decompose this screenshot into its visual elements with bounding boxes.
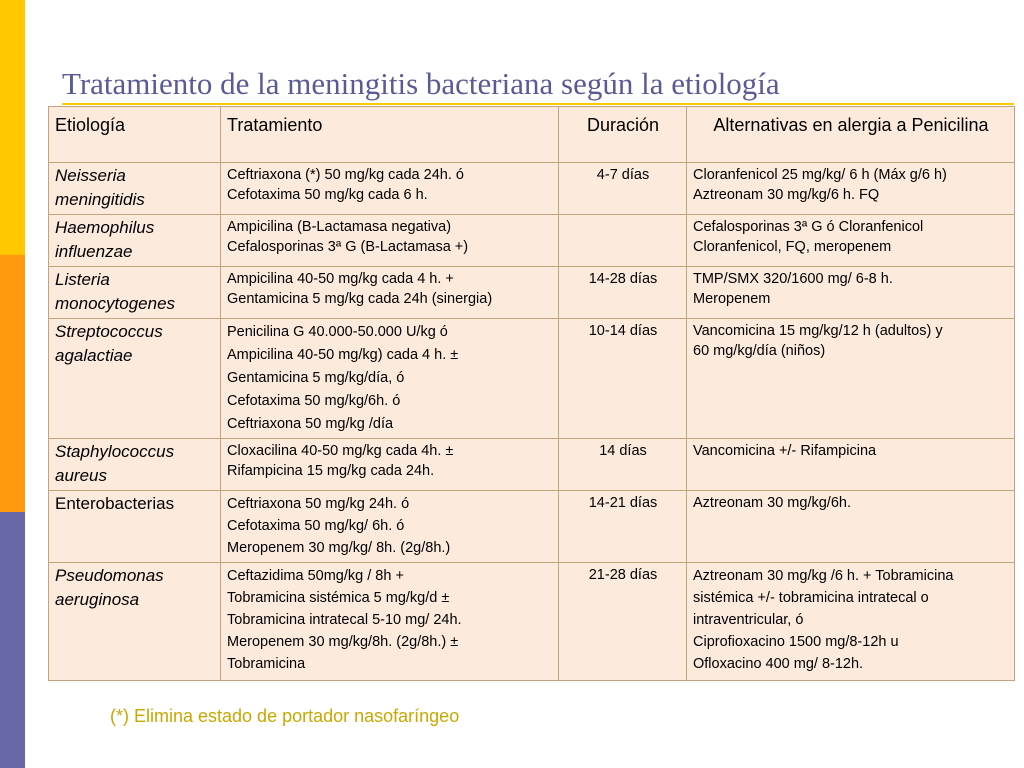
tratamiento-line: Cefotaxima 50 mg/kg cada 6 h. xyxy=(227,187,428,203)
alternativa-line: TMP/SMX 320/1600 mg/ 6-8 h. xyxy=(693,271,893,287)
table-header-row xyxy=(49,107,1015,163)
cell-alternativas xyxy=(687,439,1015,491)
etiologia-line: aeruginosa xyxy=(55,590,140,609)
tratamiento-line: Penicilina G 40.000-50.000 U/kg ó xyxy=(227,324,448,340)
tratamiento-line: Ceftriaxona 50 mg/kg /día xyxy=(227,416,394,432)
header-alternativas: Alternativas en alergia a Penicilina xyxy=(687,107,1015,163)
tratamiento-line: Ceftazidima 50mg/kg / 8h + xyxy=(227,568,404,584)
table-row xyxy=(49,563,1015,681)
etiologia-line: Streptococcus xyxy=(55,322,163,341)
etiologia-line: Listeria xyxy=(55,270,110,289)
cell-tratamiento xyxy=(221,491,559,563)
cell-etiologia xyxy=(49,215,221,267)
cell-alternativas xyxy=(687,215,1015,267)
alternativa-line: Cefalosporinas 3ª G ó Cloranfenicol xyxy=(693,219,924,235)
cell-duracion xyxy=(559,215,687,267)
treatment-table xyxy=(48,106,1015,681)
cell-etiologia xyxy=(49,439,221,491)
slide-title: Tratamiento de la meningitis bacteriana según la etiología xyxy=(62,66,780,101)
cell-alternativas xyxy=(687,267,1015,319)
cell-tratamiento xyxy=(221,563,559,681)
tratamiento-line: Gentamicina 5 mg/kg/día, ó xyxy=(227,370,405,386)
tratamiento-line: Ampicilina 40-50 mg/kg cada 4 h. + xyxy=(227,271,454,287)
cell-duracion: 14 días xyxy=(559,439,687,491)
tratamiento-line: Tobramicina xyxy=(227,656,306,672)
cell-duracion: 10-14 días xyxy=(559,319,687,439)
table-row xyxy=(49,491,1015,563)
etiologia-line: meningitidis xyxy=(55,190,145,209)
alternativa-line: Cloranfenicol 25 mg/kg/ 6 h (Máx g/6 h) xyxy=(693,167,947,183)
tratamiento-line: Rifampicina 15 mg/kg cada 24h. xyxy=(227,463,435,479)
cell-tratamiento xyxy=(221,319,559,439)
etiologia-line: Pseudomonas xyxy=(55,566,164,585)
decorative-stripe-purple xyxy=(0,512,25,768)
tratamiento-line: Ampicilina 40-50 mg/kg) cada 4 h. ± xyxy=(227,347,459,363)
etiologia-line: monocytogenes xyxy=(55,294,176,313)
decorative-stripe-yellow xyxy=(0,0,25,255)
cell-etiologia xyxy=(49,563,221,681)
etiologia-line: influenzae xyxy=(55,242,133,261)
decorative-stripe-orange xyxy=(0,255,25,512)
alternativa-line: Vancomicina +/- Rifampicina xyxy=(693,443,877,459)
cell-tratamiento xyxy=(221,163,559,215)
tratamiento-line: Cefotaxima 50 mg/kg/ 6h. ó xyxy=(227,518,405,534)
cell-etiologia xyxy=(49,267,221,319)
alternativa-line: Meropenem xyxy=(693,291,771,307)
tratamiento-line: Tobramicina sistémica 5 mg/kg/d ± xyxy=(227,590,450,606)
cell-etiologia xyxy=(49,491,221,563)
alternativa-line: Aztreonam 30 mg/kg /6 h. + Tobramicina xyxy=(693,568,954,584)
table-row xyxy=(49,163,1015,215)
alternativa-line: Ciprofioxacino 1500 mg/8-12h u xyxy=(693,634,899,650)
tratamiento-line: Ampicilina (B-Lactamasa negativa) xyxy=(227,219,452,235)
alternativa-line: Ofloxacino 400 mg/ 8-12h. xyxy=(693,656,864,672)
tratamiento-line: Ceftriaxona (*) 50 mg/kg cada 24h. ó xyxy=(227,167,464,183)
etiologia-line: Enterobacterias xyxy=(55,494,175,513)
header-duracion: Duración xyxy=(559,107,687,163)
footnote: (*) Elimina estado de portador nasofaríngeo xyxy=(110,706,460,726)
cell-etiologia xyxy=(49,163,221,215)
tratamiento-line: Meropenem 30 mg/kg/ 8h. (2g/8h.) xyxy=(227,540,451,556)
alternativa-line: Aztreonam 30 mg/kg/6h. xyxy=(693,495,851,511)
tratamiento-line: Cefotaxima 50 mg/kg/6h. ó xyxy=(227,393,401,409)
cell-duracion: 21-28 días xyxy=(559,563,687,681)
cell-alternativas xyxy=(687,163,1015,215)
cell-tratamiento xyxy=(221,215,559,267)
alternativa-line: sistémica +/- tobramicina intratecal o xyxy=(693,590,929,606)
alternativa-line: Aztreonam 30 mg/kg/6 h. FQ xyxy=(693,187,880,203)
cell-tratamiento xyxy=(221,267,559,319)
table-row xyxy=(49,319,1015,439)
cell-alternativas xyxy=(687,491,1015,563)
cell-duracion: 14-28 días xyxy=(559,267,687,319)
title-underline xyxy=(62,103,1014,105)
header-tratamiento: Tratamiento xyxy=(221,107,559,163)
table-row xyxy=(49,215,1015,267)
table-row xyxy=(49,267,1015,319)
cell-alternativas xyxy=(687,319,1015,439)
alternativa-line: Vancomicina 15 mg/kg/12 h (adultos) y xyxy=(693,323,943,339)
cell-duracion: 14-21 días xyxy=(559,491,687,563)
etiologia-line: Haemophilus xyxy=(55,218,155,237)
cell-etiologia xyxy=(49,319,221,439)
tratamiento-line: Cefalosporinas 3ª G (B-Lactamasa +) xyxy=(227,239,469,255)
alternativa-line: 60 mg/kg/día (niños) xyxy=(693,343,826,359)
tratamiento-line: Meropenem 30 mg/kg/8h. (2g/8h.) ± xyxy=(227,634,459,650)
tratamiento-line: Tobramicina intratecal 5-10 mg/ 24h. xyxy=(227,612,462,628)
alternativa-line: intraventricular, ó xyxy=(693,612,804,628)
etiologia-line: aureus xyxy=(55,466,107,485)
tratamiento-line: Gentamicina 5 mg/kg cada 24h (sinergia) xyxy=(227,291,493,307)
header-etiologia: Etiología xyxy=(49,107,221,163)
etiologia-line: Neisseria xyxy=(55,166,126,185)
cell-alternativas xyxy=(687,563,1015,681)
cell-duracion: 4-7 días xyxy=(559,163,687,215)
etiologia-line: agalactiae xyxy=(55,346,133,365)
table-row xyxy=(49,439,1015,491)
cell-tratamiento xyxy=(221,439,559,491)
alternativa-line: Cloranfenicol, FQ, meropenem xyxy=(693,239,892,255)
etiologia-line: Staphylococcus xyxy=(55,442,175,461)
tratamiento-line: Ceftriaxona 50 mg/kg 24h. ó xyxy=(227,496,410,512)
tratamiento-line: Cloxacilina 40-50 mg/kg cada 4h. ± xyxy=(227,443,454,459)
